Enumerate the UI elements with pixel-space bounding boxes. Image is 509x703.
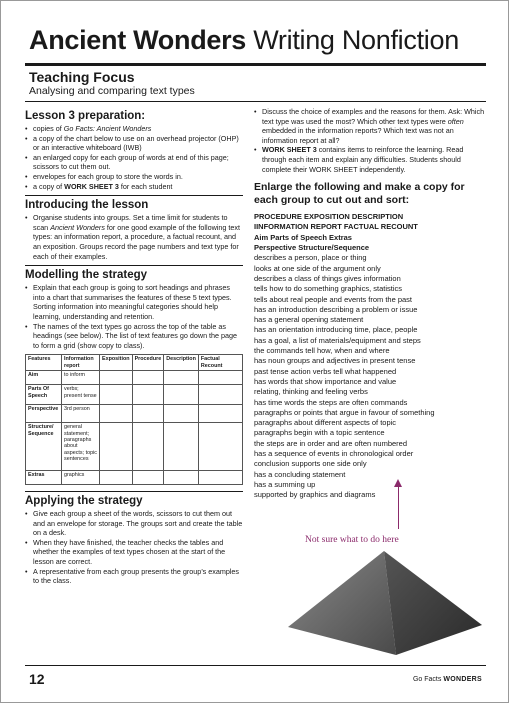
table-row: Perspective 3rd person bbox=[26, 405, 243, 423]
list-item: • copies of Go Facts: Ancient Wonders bbox=[25, 124, 243, 134]
list-item: describes a person, place or thing bbox=[254, 253, 367, 263]
list-item: • Explain that each group is going to sort headings and phrases into a chart that summarises the features of these 5 text types. Sorting information into meaningful categories should help learning, understanding and retention. bbox=[25, 283, 243, 321]
lesson-list bbox=[25, 124, 243, 191]
list-item: has noun groups and adjectives in present tense bbox=[254, 356, 416, 366]
table-header: Information report bbox=[62, 355, 100, 371]
pyramid-image bbox=[284, 549, 484, 657]
intro-heading: Introducing the lesson bbox=[25, 195, 243, 211]
list-item: tells about real people and events from the past bbox=[254, 294, 413, 304]
page-number: 12 bbox=[29, 671, 45, 687]
table-row: Structure/ Sequence general statement; paragraphs about aspects; topic sentences bbox=[26, 423, 243, 471]
footer-rule bbox=[25, 665, 486, 666]
list-item: has a sequence of events in chronological order bbox=[254, 448, 414, 458]
list-item: looks at one side of the argument only bbox=[254, 263, 381, 273]
page-title: Ancient Wonders Writing Nonfiction bbox=[29, 25, 459, 55]
right-column bbox=[254, 107, 486, 500]
list-item: has an introduction describing a problem or issue bbox=[254, 304, 418, 314]
teaching-focus-heading: Teaching Focus bbox=[29, 69, 135, 85]
table-header: Exposition bbox=[100, 355, 133, 371]
teaching-focus-subtitle: Analysing and comparing text types bbox=[29, 85, 195, 97]
list-item: • Discuss the choice of examples and the reasons for them. Ask: Which text type was used the most? Which other text types were often embedded in the information reports? Which text was not an information report at all? bbox=[254, 107, 486, 145]
lesson-preparation bbox=[25, 107, 243, 191]
list-item: • Give each group a sheet of the words, scissors to cut them out and an envelope for storage. The groups sort and create the table on a desk. bbox=[25, 509, 243, 538]
applying-strategy bbox=[25, 491, 243, 586]
list-item: • A representative from each group presents the group’s examples to the class. bbox=[25, 567, 243, 586]
modelling-heading: Modelling the strategy bbox=[25, 265, 243, 281]
list-item: past tense action verbs tell what happened bbox=[254, 366, 397, 376]
arrow-up-icon bbox=[398, 481, 399, 529]
enlarge-heading: Enlarge the following and make a copy for each group to cut out and sort: bbox=[254, 181, 465, 206]
features-table bbox=[25, 354, 243, 485]
list-item: paragraphs begin with a topic sentence bbox=[254, 428, 385, 438]
list-item: describes a class of things gives information bbox=[254, 273, 401, 283]
table-header-row bbox=[26, 355, 243, 371]
list-item: • an enlarged copy for each group of words at end of this page; scissors to cut them out. bbox=[25, 153, 243, 172]
list-item: has a goal, a list of materials/equipment and steps bbox=[254, 335, 421, 345]
table-header: Features bbox=[26, 355, 62, 371]
list-item: • The names of the text types go across the top of the table as headings (see below). The list of text features go down the page to form a grid (show copy to class). bbox=[25, 322, 243, 351]
cut-out-word-list bbox=[254, 212, 486, 500]
list-item: • When they have finished, the teacher checks the tables and whether the examples of text types chosen at the start of the lesson are correct. bbox=[25, 538, 243, 567]
list-item: • a copy of WORK SHEET 3 for each student bbox=[25, 182, 243, 192]
list-item: • Organise students into groups. Set a time limit for students to scan Ancient Wonders for one good example of the following text types: an information report, a procedure, a factual recount, and an exposition. Groups record the page numbers and text type for each of their examples. bbox=[25, 213, 243, 261]
table-row: Aim to inform bbox=[26, 371, 243, 385]
list-item: relating, thinking and feeling verbs bbox=[254, 387, 368, 397]
list-item: • a copy of the chart below to use on an overhead projector (OHP) or an interactive whiteboard (IWB) bbox=[25, 134, 243, 153]
annotation-note: Not sure what to do here bbox=[305, 535, 399, 545]
list-item: has time words the steps are often commands bbox=[254, 397, 408, 407]
lesson-heading: Lesson 3 preparation: bbox=[25, 110, 146, 122]
table-header: Description bbox=[164, 355, 199, 371]
table-row: Parts Of Speech verbs; present tense bbox=[26, 385, 243, 405]
section-rule bbox=[25, 101, 486, 102]
list-item: IINFORMATION REPORT FACTUAL RECOUNT bbox=[254, 222, 418, 232]
list-item: supported by graphics and diagrams bbox=[254, 490, 376, 500]
table-header: Factual Recount bbox=[198, 355, 242, 371]
list-item: conclusion supports one side only bbox=[254, 459, 367, 469]
table-header: Procedure bbox=[132, 355, 164, 371]
list-item: paragraphs about different aspects of topic bbox=[254, 418, 397, 428]
list-item: paragraphs or points that argue in favour of something bbox=[254, 407, 435, 417]
list-item: has a summing up bbox=[254, 479, 316, 489]
introducing-lesson bbox=[25, 195, 243, 261]
list-item: the steps are in order and are often numbered bbox=[254, 438, 408, 448]
list-item: has a general opening statement bbox=[254, 315, 364, 325]
applying-heading: Applying the strategy bbox=[25, 491, 243, 507]
list-item: has words that show importance and value bbox=[254, 376, 397, 386]
footer-brand: Go Facts WONDERS bbox=[412, 676, 482, 683]
list-item: Perspective Structure/Sequence bbox=[254, 243, 370, 253]
title-rule bbox=[25, 63, 486, 66]
list-item: PROCEDURE EXPOSITION DESCRIPTION bbox=[254, 212, 404, 222]
list-item: has an orientation introducing time, place, people bbox=[254, 325, 418, 335]
list-item: • WORK SHEET 3 contains items to reinforce the learning. Read through each item and explain any difficulties. Students should complete their WORK SHEET independently. bbox=[254, 145, 486, 174]
list-item: the commands tell how, when and where bbox=[254, 346, 390, 356]
list-item: Aim Parts of Speech Extras bbox=[254, 232, 352, 242]
list-item: tells how to do something graphics, statistics bbox=[254, 284, 402, 294]
list-item: • envelopes for each group to store the words in. bbox=[25, 172, 243, 182]
modelling-strategy bbox=[25, 265, 243, 485]
left-column bbox=[25, 107, 243, 590]
table-row: Extras graphics bbox=[26, 471, 243, 485]
list-item: has a concluding statement bbox=[254, 469, 346, 479]
